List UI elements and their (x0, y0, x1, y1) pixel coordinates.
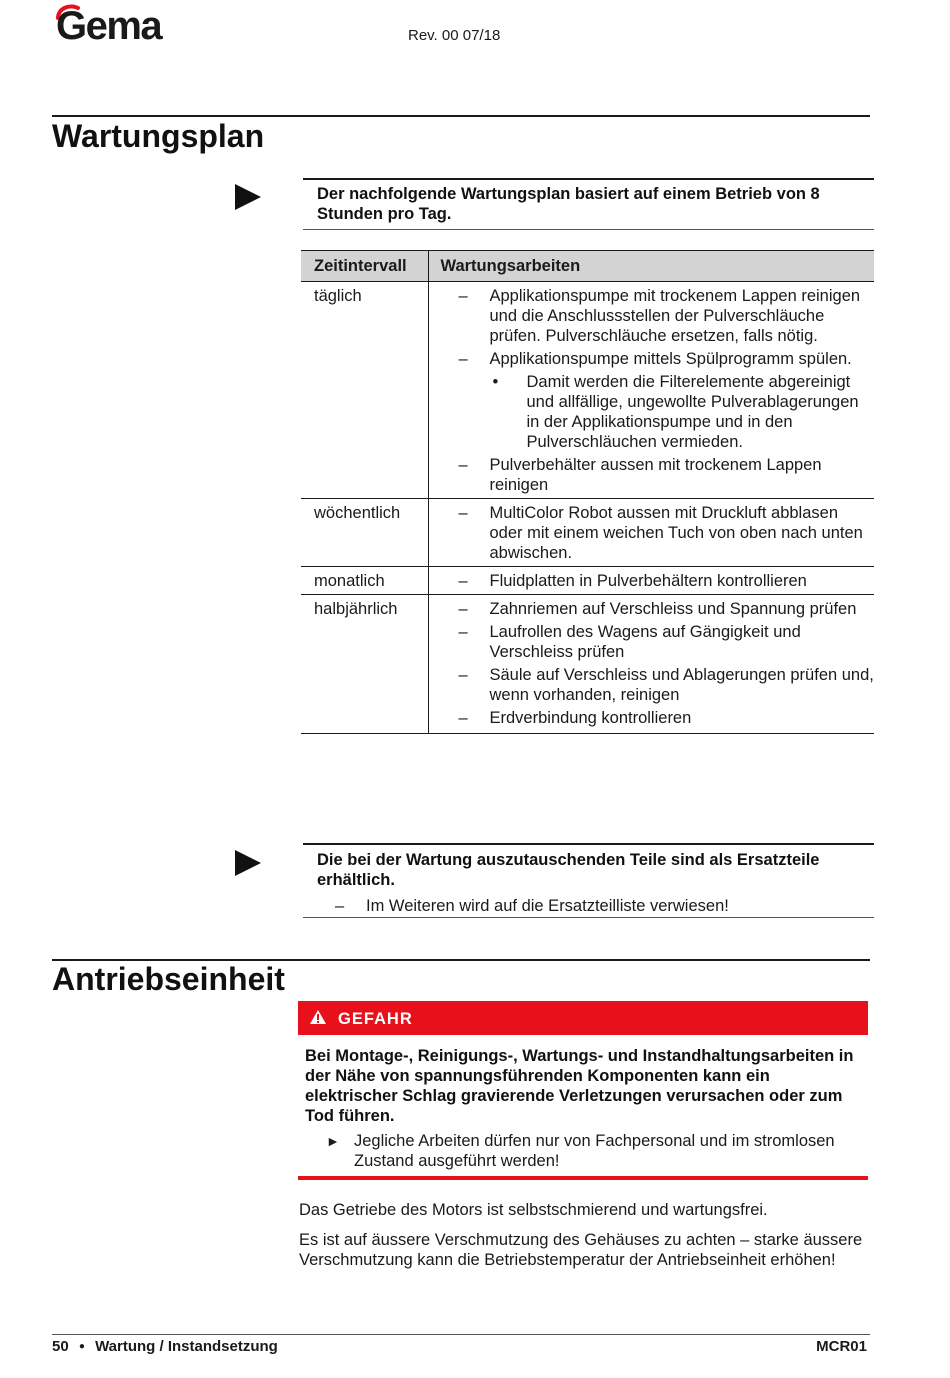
tasks-cell (428, 567, 874, 595)
column-header-interval: Zeitintervall (301, 251, 428, 282)
danger-message: Bei Montage-, Reinigungs-, Wartungs- und Instandhaltungsarbeiten in der Nähe von spannungsführenden Komponenten kann ein elektrischer Schlag gravierende Verletzungen verursachen oder zum Tod führen. (305, 1047, 854, 1125)
task-item (429, 665, 875, 705)
danger-label: GEFAHR (338, 1010, 413, 1028)
task-text: Fluidplatten in Pulverbehältern kontrollieren (489, 572, 807, 590)
interval-cell: wöchentlich (301, 499, 428, 567)
section-title-wartungsplan: Wartungsplan (52, 118, 265, 154)
page-number: 50 (52, 1338, 69, 1355)
dash-bullet: – (458, 504, 468, 522)
task-item (429, 622, 875, 662)
task-item (429, 349, 875, 369)
task-item (429, 286, 875, 346)
spare-parts-note: Die bei der Wartung auszutauschenden Teile sind als Ersatzteile erhältlich. (317, 851, 820, 889)
task-text: MultiColor Robot aussen mit Druckluft abblasen oder mit einem weichen Tuch von oben nach unten abwischen. (489, 504, 863, 562)
gema-logo (52, 2, 172, 46)
task-item (429, 599, 875, 619)
dash-bullet: – (458, 666, 468, 684)
note-top-rule (303, 843, 874, 845)
section-divider (52, 115, 870, 117)
task-item (429, 708, 875, 728)
footer-left (52, 1338, 278, 1355)
maintenance-table (301, 250, 874, 734)
task-text: Säule auf Verschleiss und Ablagerungen prüfen und, wenn vorhanden, reinigen (489, 666, 874, 704)
column-header-tasks: Wartungsarbeiten (428, 251, 874, 282)
dash-bullet: – (335, 897, 345, 915)
task-item (429, 503, 875, 563)
intro-note: Der nachfolgende Wartungsplan basiert auf einem Betrieb von 8 Stunden pro Tag. (317, 185, 820, 223)
task-text: Pulverbehälter aussen mit trockenem Lappen reinigen (489, 456, 822, 494)
table-row (301, 567, 874, 595)
task-text: Zahnriemen auf Verschleiss und Spannung prüfen (489, 600, 857, 618)
dash-bullet: – (458, 572, 468, 590)
pointer-arrow-icon (234, 849, 262, 877)
task-text: Applikationspumpe mittels Spülprogramm spülen. (489, 350, 852, 368)
intro-bottom-rule (303, 229, 874, 230)
paragraph: Es ist auf äussere Verschmutzung des Gehäuses zu achten – starke äussere Verschmutzung kann die Betriebstemperatur der Antriebseinheit erhöhen! (299, 1231, 863, 1269)
dash-bullet: – (458, 350, 468, 368)
task-text: Erdverbindung kontrollieren (489, 709, 692, 727)
danger-instruction-text: Jegliche Arbeiten dürfen nur von Fachpersonal und im stromlosen Zustand ausgeführt werden! (354, 1132, 835, 1170)
task-text: Applikationspumpe mit trockenem Lappen reinigen und die Anschlussstellen der Pulverschläuche prüfen. Pulverschläuche ersetzen, falls nötig. (489, 287, 861, 345)
interval-cell: monatlich (301, 567, 428, 595)
table-header-row (301, 251, 874, 282)
note-item-text: Im Weiteren wird auf die Ersatzteilliste verwiesen! (366, 897, 729, 915)
dash-bullet: – (458, 600, 468, 618)
footer-section: Wartung / Instandsetzung (95, 1338, 278, 1355)
warning-triangle-icon (309, 1009, 327, 1025)
task-item (429, 455, 875, 495)
danger-instruction (305, 1131, 865, 1171)
tasks-cell (428, 499, 874, 567)
table-row (301, 595, 874, 734)
dash-bullet: – (458, 623, 468, 641)
table-row (301, 282, 874, 499)
dash-bullet: – (458, 287, 468, 305)
sub-item (429, 372, 875, 452)
danger-bottom-rule (298, 1176, 868, 1180)
danger-banner (298, 1001, 868, 1035)
dash-bullet: – (458, 709, 468, 727)
revision: Rev. 00 07/18 (408, 27, 501, 44)
note-bottom-rule (303, 917, 874, 918)
paragraph: Das Getriebe des Motors ist selbstschmierend und wartungsfrei. (299, 1201, 768, 1219)
task-text: Laufrollen des Wagens auf Gängigkeit und Verschleiss prüfen (489, 623, 801, 661)
note-list-item (317, 896, 867, 916)
footer-rule (52, 1334, 870, 1335)
dot-bullet: • (492, 373, 499, 391)
sub-text: Damit werden die Filterelemente abgereinigt und allfällige, ungewollte Pulverablagerungen in der Applikationspumpe und in den Pulverschläuchen vermieden. (526, 373, 859, 451)
section-title-antriebseinheit: Antriebseinheit (52, 961, 285, 997)
bullet-separator: ● (78, 1341, 85, 1352)
tasks-cell (428, 595, 874, 734)
dash-bullet: – (458, 456, 468, 474)
logo-text: Gema (56, 4, 162, 48)
intro-top-rule (303, 178, 874, 180)
triangle-bullet-icon: ► (326, 1133, 340, 1149)
tasks-cell (428, 282, 874, 499)
table-row (301, 499, 874, 567)
doc-id: MCR01 (816, 1338, 867, 1355)
interval-cell: täglich (301, 282, 428, 499)
interval-cell: halbjährlich (301, 595, 428, 734)
pointer-arrow-icon (234, 183, 262, 211)
task-item (429, 571, 875, 591)
